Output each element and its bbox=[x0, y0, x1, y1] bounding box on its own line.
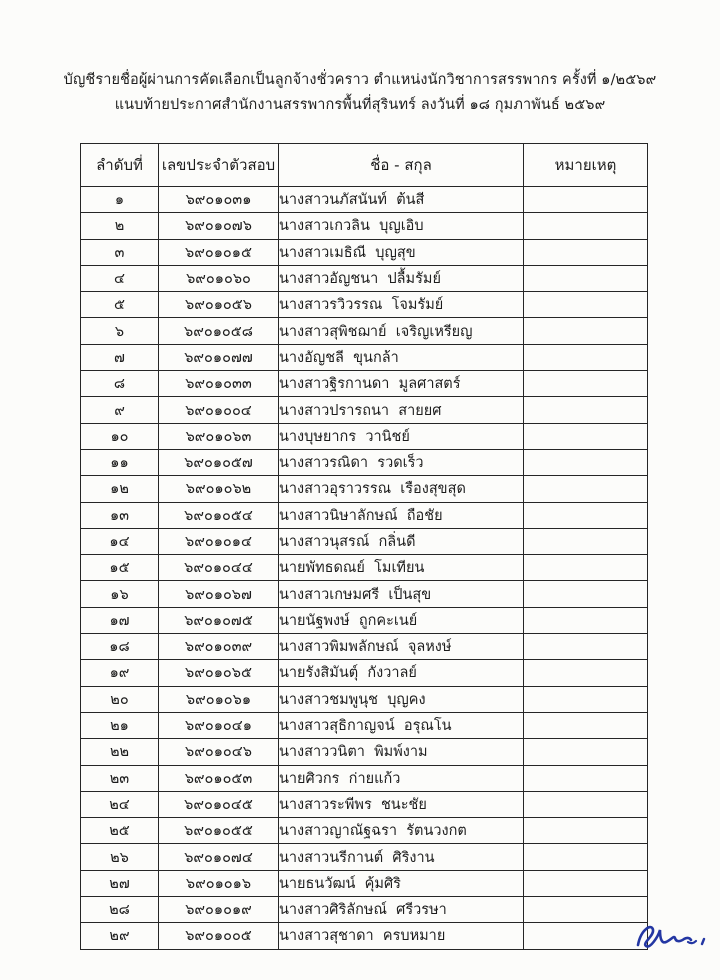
cell-name-surname: นางสาวชมพูนุช บุญคง bbox=[279, 686, 524, 712]
cell-order-number: ๑๑ bbox=[81, 449, 159, 475]
cell-exam-id: ๖๙๐๑๐๐๔ bbox=[159, 397, 279, 423]
table-row bbox=[81, 502, 648, 528]
cell-order-number: ๔ bbox=[81, 265, 159, 291]
cell-name-surname: นางบุษยากร วานิชย์ bbox=[279, 423, 524, 449]
cell-name-surname: นางสาววนิตา พิมพ์งาม bbox=[279, 739, 524, 765]
cell-remark bbox=[524, 739, 648, 765]
cell-remark bbox=[524, 870, 648, 896]
cell-name-surname: นางสาวรณิดา รวดเร็ว bbox=[279, 449, 524, 475]
cell-name-surname: นางสาวญาณัฐฉรา รัตนวงกต bbox=[279, 818, 524, 844]
cell-order-number: ๒๕ bbox=[81, 818, 159, 844]
cell-remark bbox=[524, 476, 648, 502]
cell-remark bbox=[524, 239, 648, 265]
table-row bbox=[81, 818, 648, 844]
cell-name-surname: นางสาวสุชาดา ครบหมาย bbox=[279, 923, 524, 949]
table-row bbox=[81, 660, 648, 686]
cell-exam-id: ๖๙๐๑๐๖๗ bbox=[159, 581, 279, 607]
cell-remark bbox=[524, 265, 648, 291]
table-row bbox=[81, 476, 648, 502]
cell-exam-id: ๖๙๐๑๐๖๐ bbox=[159, 265, 279, 291]
table-row bbox=[81, 607, 648, 633]
cell-exam-id: ๖๙๐๑๐๑๖ bbox=[159, 870, 279, 896]
cell-remark bbox=[524, 423, 648, 449]
cell-remark bbox=[524, 844, 648, 870]
cell-name-surname: นางสาวพิมพลักษณ์ จุลหงษ์ bbox=[279, 634, 524, 660]
cell-name-surname: นางสาวนิษาลักษณ์ ถือชัย bbox=[279, 502, 524, 528]
cell-exam-id: ๖๙๐๑๐๖๕ bbox=[159, 660, 279, 686]
cell-exam-id: ๖๙๐๑๐๑๙ bbox=[159, 897, 279, 923]
cell-order-number: ๑๘ bbox=[81, 634, 159, 660]
cell-remark bbox=[524, 765, 648, 791]
cell-exam-id: ๖๙๐๑๐๕๗ bbox=[159, 449, 279, 475]
table-header-row bbox=[81, 144, 648, 187]
cell-order-number: ๒๑ bbox=[81, 712, 159, 738]
cell-exam-id: ๖๙๐๑๐๕๕ bbox=[159, 818, 279, 844]
cell-remark bbox=[524, 213, 648, 239]
cell-remark bbox=[524, 449, 648, 475]
table-row bbox=[81, 397, 648, 423]
cell-exam-id: ๖๙๐๑๐๕๖ bbox=[159, 292, 279, 318]
table-row bbox=[81, 897, 648, 923]
table-row bbox=[81, 449, 648, 475]
cell-name-surname: นางสาวนรีกานต์ ศิริงาน bbox=[279, 844, 524, 870]
cell-order-number: ๓ bbox=[81, 239, 159, 265]
cell-order-number: ๒๔ bbox=[81, 791, 159, 817]
cell-order-number: ๒๗ bbox=[81, 870, 159, 896]
header-exam-id: เลขประจำตัวสอบ bbox=[159, 144, 279, 187]
cell-order-number: ๑๒ bbox=[81, 476, 159, 502]
cell-remark bbox=[524, 528, 648, 554]
cell-name-surname: นายพัทธดณย์ โมเทียน bbox=[279, 555, 524, 581]
cell-order-number: ๑๕ bbox=[81, 555, 159, 581]
table-row bbox=[81, 555, 648, 581]
table-row bbox=[81, 739, 648, 765]
cell-order-number: ๒๙ bbox=[81, 923, 159, 949]
table-row bbox=[81, 791, 648, 817]
cell-remark bbox=[524, 318, 648, 344]
cell-exam-id: ๖๙๐๑๐๕๘ bbox=[159, 318, 279, 344]
cell-exam-id: ๖๙๐๑๐๔๕ bbox=[159, 791, 279, 817]
cell-exam-id: ๖๙๐๑๐๖๑ bbox=[159, 686, 279, 712]
cell-order-number: ๒๒ bbox=[81, 739, 159, 765]
cell-exam-id: ๖๙๐๑๐๓๑ bbox=[159, 187, 279, 213]
table-row bbox=[81, 870, 648, 896]
cell-exam-id: ๖๙๐๑๐๕๔ bbox=[159, 502, 279, 528]
cell-order-number: ๖ bbox=[81, 318, 159, 344]
cell-order-number: ๒๘ bbox=[81, 897, 159, 923]
cell-order-number: ๗ bbox=[81, 344, 159, 370]
table-row bbox=[81, 292, 648, 318]
cell-name-surname: นางสาวเกษมศรี เป็นสุข bbox=[279, 581, 524, 607]
cell-exam-id: ๖๙๐๑๐๗๗ bbox=[159, 344, 279, 370]
cell-order-number: ๒ bbox=[81, 213, 159, 239]
cell-exam-id: ๖๙๐๑๐๓๙ bbox=[159, 634, 279, 660]
cell-order-number: ๑๓ bbox=[81, 502, 159, 528]
cell-name-surname: นางสาวระพีพร ชนะชัย bbox=[279, 791, 524, 817]
table-row bbox=[81, 765, 648, 791]
cell-order-number: ๑๙ bbox=[81, 660, 159, 686]
table-row bbox=[81, 686, 648, 712]
header-order-number: ลำดับที่ bbox=[81, 144, 159, 187]
header-name-surname: ชื่อ - สกุล bbox=[279, 144, 524, 187]
cell-name-surname: นางสาวสุพิชฌาย์ เจริญเหรียญ bbox=[279, 318, 524, 344]
table-body bbox=[81, 187, 648, 950]
cell-exam-id: ๖๙๐๑๐๔๑ bbox=[159, 712, 279, 738]
table-row bbox=[81, 239, 648, 265]
table-row bbox=[81, 712, 648, 738]
cell-name-surname: นางสาวนุสรณ์ กลิ่นดี bbox=[279, 528, 524, 554]
cell-name-surname: นางสาวเกวลิน บุญเอิบ bbox=[279, 213, 524, 239]
cell-name-surname: นางสาวรวิวรรณ โจมรัมย์ bbox=[279, 292, 524, 318]
cell-exam-id: ๖๙๐๑๐๑๔ bbox=[159, 528, 279, 554]
table-row bbox=[81, 213, 648, 239]
document-title bbox=[0, 68, 720, 119]
document-title-line2: แนบท้ายประกาศสำนักงานสรรพากรพื้นที่สุรินทร์ ลงวันที่ ๑๘ กุมภาพันธ์ ๒๕๖๙ bbox=[114, 97, 606, 114]
cell-remark bbox=[524, 344, 648, 370]
document-title-line1: บัญชีรายชื่อผู้ผ่านการคัดเลือกเป็นลูกจ้างชั่วคราว ตำแหน่งนักวิชาการสรรพากร ครั้งที่ ๑/๒๕๖๙ bbox=[63, 72, 657, 88]
cell-remark bbox=[524, 712, 648, 738]
cell-name-surname: นางอัญชลี ขุนกล้า bbox=[279, 344, 524, 370]
cell-exam-id: ๖๙๐๑๐๗๕ bbox=[159, 607, 279, 633]
cell-exam-id: ๖๙๐๑๐๔๖ bbox=[159, 739, 279, 765]
cell-name-surname: นายรังสิมันตุ์ กังวาลย์ bbox=[279, 660, 524, 686]
cell-exam-id: ๖๙๐๑๐๔๔ bbox=[159, 555, 279, 581]
cell-name-surname: นางสาวเมธิณี บุญสุข bbox=[279, 239, 524, 265]
cell-exam-id: ๖๙๐๑๐๖๓ bbox=[159, 423, 279, 449]
table-row bbox=[81, 371, 648, 397]
cell-name-surname: นางสาวสุธิกาญจน์ อรุณโน bbox=[279, 712, 524, 738]
cell-name-surname: นางสาวศิริลักษณ์ ศรีวรษา bbox=[279, 897, 524, 923]
cell-remark bbox=[524, 686, 648, 712]
cell-order-number: ๙ bbox=[81, 397, 159, 423]
cell-order-number: ๑๖ bbox=[81, 581, 159, 607]
table-row bbox=[81, 423, 648, 449]
cell-exam-id: ๖๙๐๑๐๐๕ bbox=[159, 923, 279, 949]
cell-order-number: ๘ bbox=[81, 371, 159, 397]
cell-remark bbox=[524, 292, 648, 318]
cell-exam-id: ๖๙๐๑๐๑๕ bbox=[159, 239, 279, 265]
cell-name-surname: นางสาวนภัสนันท์ ต้นสี bbox=[279, 187, 524, 213]
header-remark: หมายเหตุ bbox=[524, 144, 648, 187]
cell-order-number: ๒๖ bbox=[81, 844, 159, 870]
cell-remark bbox=[524, 791, 648, 817]
table-row bbox=[81, 581, 648, 607]
cell-remark bbox=[524, 502, 648, 528]
cell-order-number: ๑๗ bbox=[81, 607, 159, 633]
table-row bbox=[81, 528, 648, 554]
cell-order-number: ๕ bbox=[81, 292, 159, 318]
cell-exam-id: ๖๙๐๑๐๓๓ bbox=[159, 371, 279, 397]
cell-exam-id: ๖๙๐๑๐๕๓ bbox=[159, 765, 279, 791]
table-row bbox=[81, 265, 648, 291]
table-row bbox=[81, 923, 648, 949]
cell-remark bbox=[524, 397, 648, 423]
cell-remark bbox=[524, 187, 648, 213]
cell-name-surname: นางสาวปรารถนา สายยศ bbox=[279, 397, 524, 423]
cell-remark bbox=[524, 634, 648, 660]
cell-name-surname: นายธนวัฒน์ คุ้มศิริ bbox=[279, 870, 524, 896]
cell-remark bbox=[524, 607, 648, 633]
cell-exam-id: ๖๙๐๑๐๗๔ bbox=[159, 844, 279, 870]
cell-name-surname: นางสาวอัญชนา ปลื้มรัมย์ bbox=[279, 265, 524, 291]
cell-order-number: ๑๔ bbox=[81, 528, 159, 554]
cell-remark bbox=[524, 660, 648, 686]
cell-exam-id: ๖๙๐๑๐๗๖ bbox=[159, 213, 279, 239]
cell-name-surname: นางสาวอุราวรรณ เรืองสุขสุด bbox=[279, 476, 524, 502]
cell-remark bbox=[524, 818, 648, 844]
table-row bbox=[81, 844, 648, 870]
cell-name-surname: นางสาวฐิรกานดา มูลศาสตร์ bbox=[279, 371, 524, 397]
table-row bbox=[81, 634, 648, 660]
cell-name-surname: นายนัฐพงษ์ ถูกคะเนย์ bbox=[279, 607, 524, 633]
cell-remark bbox=[524, 581, 648, 607]
cell-exam-id: ๖๙๐๑๐๖๒ bbox=[159, 476, 279, 502]
table-row bbox=[81, 344, 648, 370]
cell-remark bbox=[524, 555, 648, 581]
cell-order-number: ๑๐ bbox=[81, 423, 159, 449]
signature-handwritten-initials bbox=[628, 915, 710, 959]
table-row bbox=[81, 318, 648, 344]
cell-name-surname: นายศิวกร ก่ายแก้ว bbox=[279, 765, 524, 791]
cell-remark bbox=[524, 371, 648, 397]
results-table bbox=[80, 143, 648, 950]
cell-order-number: ๒๓ bbox=[81, 765, 159, 791]
cell-order-number: ๑ bbox=[81, 187, 159, 213]
table-row bbox=[81, 187, 648, 213]
cell-order-number: ๒๐ bbox=[81, 686, 159, 712]
